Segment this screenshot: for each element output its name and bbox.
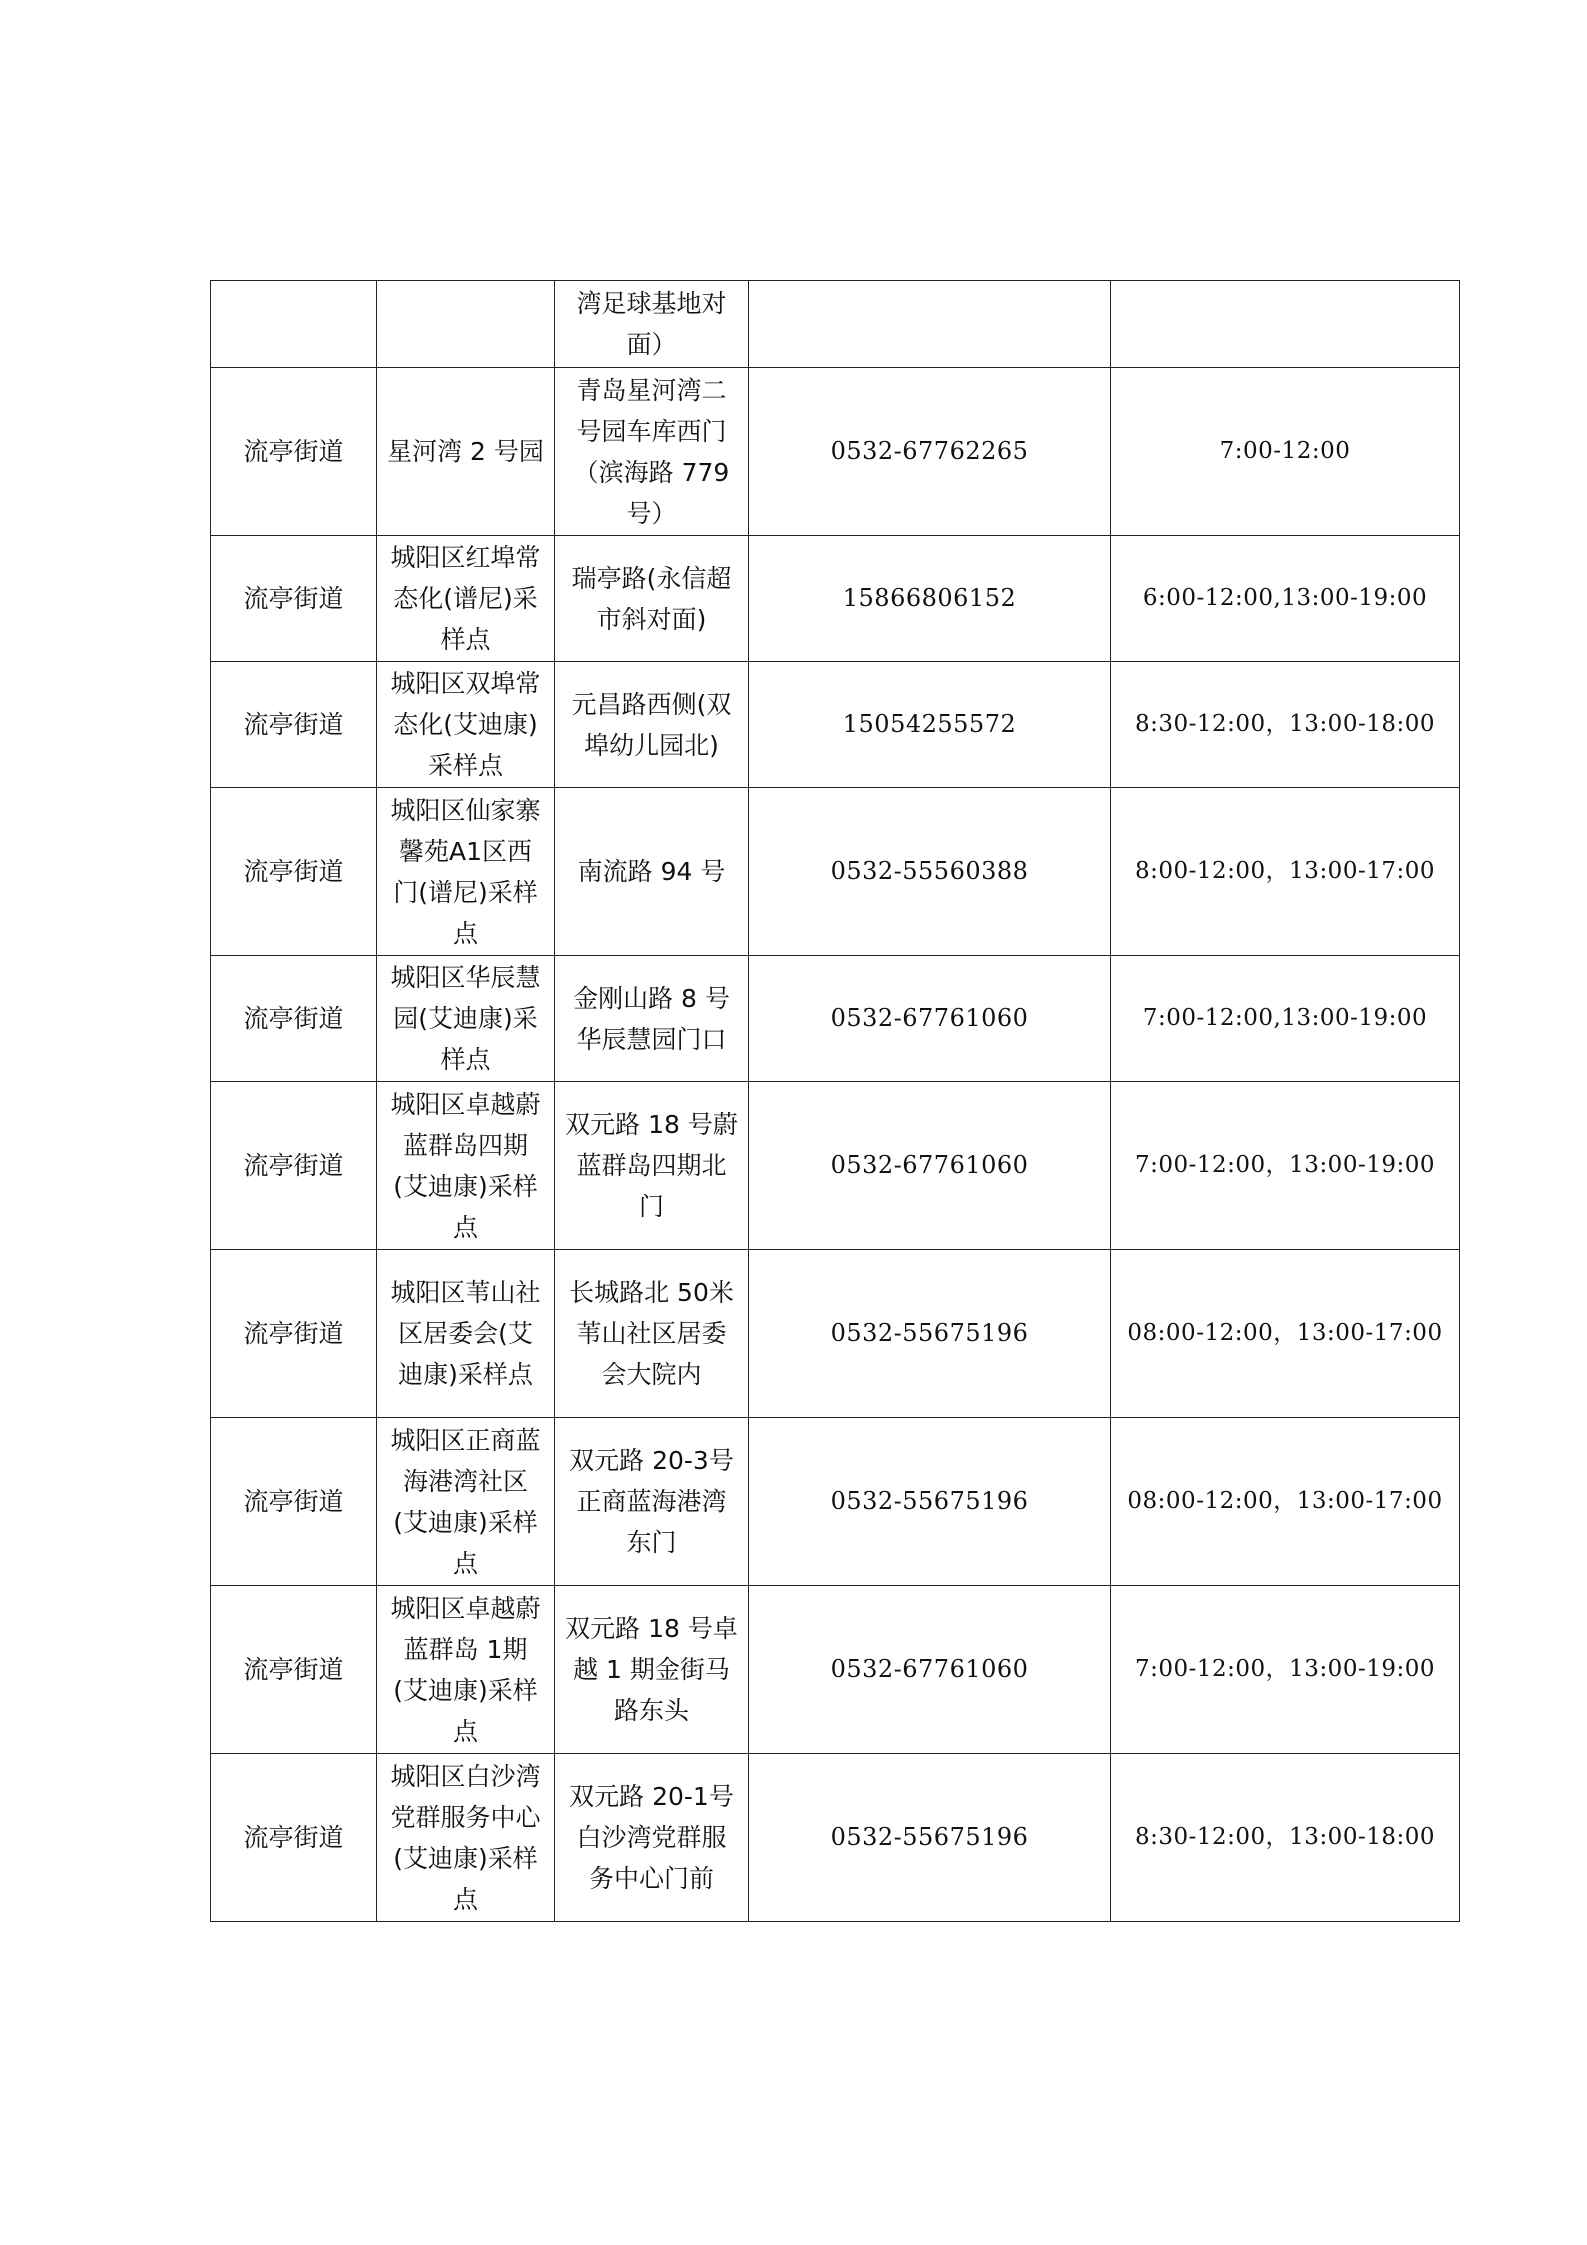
site-cell: 城阳区华辰慧园(艾迪康)采样点 bbox=[377, 956, 555, 1082]
street-cell: 流亭街道 bbox=[211, 956, 377, 1082]
site-cell bbox=[377, 281, 555, 368]
hours-cell: 6:00-12:00,13:00-19:00 bbox=[1111, 536, 1460, 662]
hours-cell: 7:00-12:00，13:00-19:00 bbox=[1111, 1586, 1460, 1754]
sampling-sites-table bbox=[210, 280, 1460, 1922]
site-cell: 星河湾 2 号园 bbox=[377, 368, 555, 536]
site-cell: 城阳区红埠常态化(谱尼)采样点 bbox=[377, 536, 555, 662]
phone-cell: 15866806152 bbox=[749, 536, 1111, 662]
phone-cell: 0532-55560388 bbox=[749, 788, 1111, 956]
street-cell: 流亭街道 bbox=[211, 1250, 377, 1418]
site-cell: 城阳区白沙湾党群服务中心(艾迪康)采样点 bbox=[377, 1754, 555, 1922]
table-row bbox=[211, 1082, 1460, 1250]
street-cell: 流亭街道 bbox=[211, 1754, 377, 1922]
table-row bbox=[211, 1250, 1460, 1418]
street-cell bbox=[211, 281, 377, 368]
hours-cell: 08:00-12:00，13:00-17:00 bbox=[1111, 1250, 1460, 1418]
site-cell: 城阳区正商蓝海港湾社区(艾迪康)采样点 bbox=[377, 1418, 555, 1586]
table-row bbox=[211, 788, 1460, 956]
phone-cell: 0532-55675196 bbox=[749, 1250, 1111, 1418]
hours-cell: 8:30-12:00，13:00-18:00 bbox=[1111, 662, 1460, 788]
phone-cell: 0532-67762265 bbox=[749, 368, 1111, 536]
address-cell: 双元路 20-3号正商蓝海港湾东门 bbox=[555, 1418, 749, 1586]
table-row bbox=[211, 281, 1460, 368]
street-cell: 流亭街道 bbox=[211, 536, 377, 662]
phone-cell bbox=[749, 281, 1111, 368]
address-cell: 瑞亭路(永信超市斜对面) bbox=[555, 536, 749, 662]
site-cell: 城阳区卓越蔚蓝群岛四期(艾迪康)采样点 bbox=[377, 1082, 555, 1250]
phone-cell: 0532-55675196 bbox=[749, 1754, 1111, 1922]
site-cell: 城阳区仙家寨馨苑A1区西门(谱尼)采样点 bbox=[377, 788, 555, 956]
address-cell: 南流路 94 号 bbox=[555, 788, 749, 956]
table-row bbox=[211, 1586, 1460, 1754]
address-cell: 青岛星河湾二号园车库西门（滨海路 779 号） bbox=[555, 368, 749, 536]
street-cell: 流亭街道 bbox=[211, 1418, 377, 1586]
street-cell: 流亭街道 bbox=[211, 1082, 377, 1250]
hours-cell bbox=[1111, 281, 1460, 368]
hours-cell: 7:00-12:00，13:00-19:00 bbox=[1111, 1082, 1460, 1250]
hours-cell: 08:00-12:00，13:00-17:00 bbox=[1111, 1418, 1460, 1586]
site-cell: 城阳区苇山社区居委会(艾迪康)采样点 bbox=[377, 1250, 555, 1418]
address-cell: 长城路北 50米苇山社区居委会大院内 bbox=[555, 1250, 749, 1418]
address-cell: 双元路 18 号卓越 1 期金街马路东头 bbox=[555, 1586, 749, 1754]
phone-cell: 0532-55675196 bbox=[749, 1418, 1111, 1586]
street-cell: 流亭街道 bbox=[211, 368, 377, 536]
hours-cell: 7:00-12:00 bbox=[1111, 368, 1460, 536]
phone-cell: 0532-67761060 bbox=[749, 1586, 1111, 1754]
table-row bbox=[211, 662, 1460, 788]
table-row bbox=[211, 1754, 1460, 1922]
phone-cell: 0532-67761060 bbox=[749, 1082, 1111, 1250]
table-row bbox=[211, 956, 1460, 1082]
site-cell: 城阳区卓越蔚蓝群岛 1期(艾迪康)采样点 bbox=[377, 1586, 555, 1754]
address-cell: 元昌路西侧(双埠幼儿园北) bbox=[555, 662, 749, 788]
hours-cell: 8:30-12:00，13:00-18:00 bbox=[1111, 1754, 1460, 1922]
address-cell: 湾足球基地对面） bbox=[555, 281, 749, 368]
address-cell: 双元路 20-1号白沙湾党群服务中心门前 bbox=[555, 1754, 749, 1922]
phone-cell: 0532-67761060 bbox=[749, 956, 1111, 1082]
street-cell: 流亭街道 bbox=[211, 788, 377, 956]
table-row bbox=[211, 536, 1460, 662]
street-cell: 流亭街道 bbox=[211, 662, 377, 788]
site-cell: 城阳区双埠常态化(艾迪康)采样点 bbox=[377, 662, 555, 788]
phone-cell: 15054255572 bbox=[749, 662, 1111, 788]
address-cell: 金刚山路 8 号华辰慧园门口 bbox=[555, 956, 749, 1082]
hours-cell: 8:00-12:00，13:00-17:00 bbox=[1111, 788, 1460, 956]
table-row bbox=[211, 1418, 1460, 1586]
address-cell: 双元路 18 号蔚蓝群岛四期北门 bbox=[555, 1082, 749, 1250]
table-row bbox=[211, 368, 1460, 536]
hours-cell: 7:00-12:00,13:00-19:00 bbox=[1111, 956, 1460, 1082]
street-cell: 流亭街道 bbox=[211, 1586, 377, 1754]
